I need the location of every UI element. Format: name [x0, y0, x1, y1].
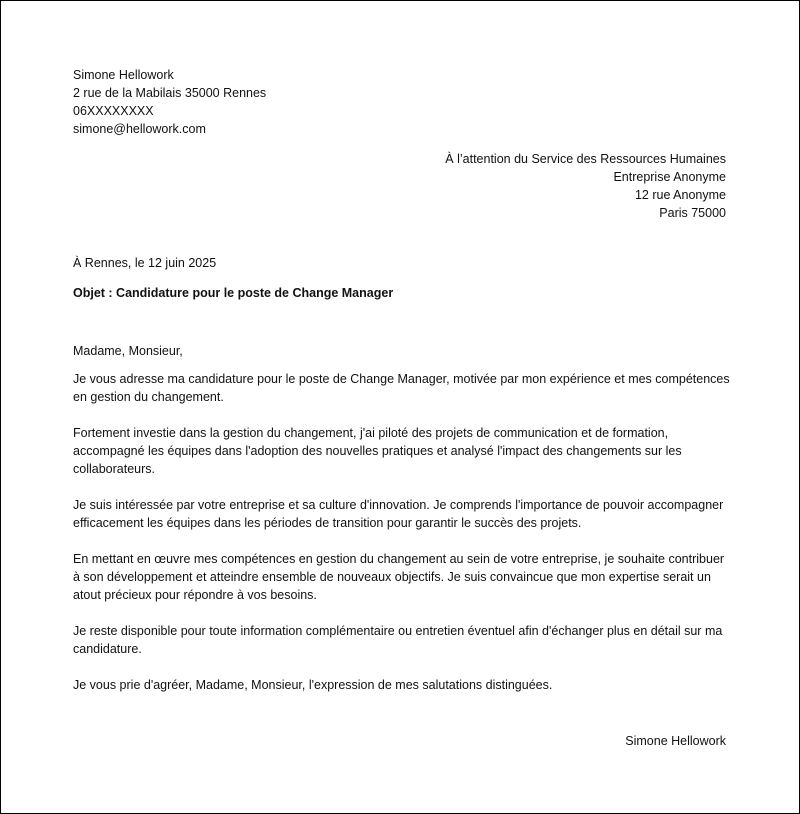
recipient-company: Entreprise Anonyme	[613, 170, 726, 184]
subject-line: Objet : Candidature pour le poste de Change Manager	[73, 286, 394, 300]
body-paragraph: Je vous adresse ma candidature pour le poste de Change Manager, motivée par mon expérience et mes compétences en gestion du changement.	[73, 372, 730, 404]
recipient-city: Paris 75000	[659, 206, 726, 220]
date-line: À Rennes, le 12 juin 2025	[73, 256, 217, 270]
body-paragraph: Fortement investie dans la gestion du changement, j'ai piloté des projets de communication et de formation, accompagné les équipes dans l'adoption des nouvelles pratiques et analysé l'impact des changements sur les collaborateurs.	[73, 426, 682, 476]
closing-paragraph: Je vous prie d'agréer, Madame, Monsieur, l'expression de mes salutations distinguées.	[73, 678, 553, 692]
letter-body	[73, 342, 733, 694]
signature: Simone Hellowork	[625, 734, 726, 748]
sender-email: simone@hellowork.com	[73, 122, 206, 136]
body-paragraph: En mettant en œuvre mes compétences en gestion du changement au sein de votre entreprise, je souhaite contribuer à son développement et atteindre ensemble de nouveaux objectifs. Je suis convaincue que mon expertise serait un atout précieux pour répondre à vos besoins.	[73, 552, 725, 602]
body-paragraph: Je suis intéressée par votre entreprise et sa culture d'innovation. Je comprends l'importance de pouvoir accompagner efficacement les équipes dans les périodes de transition pour garantir le succès des projets.	[73, 498, 724, 530]
sender-block	[73, 66, 266, 138]
salutation: Madame, Monsieur,	[73, 344, 183, 358]
sender-phone: 06XXXXXXXX	[73, 104, 154, 118]
recipient-street: 12 rue Anonyme	[634, 188, 726, 202]
recipient-attention: À l’attention du Service des Ressources Humaines	[445, 152, 726, 166]
recipient-block	[445, 150, 726, 222]
sender-address: 2 rue de la Mabilais 35000 Rennes	[73, 86, 267, 100]
sender-name: Simone Hellowork	[73, 68, 174, 82]
body-paragraph: Je reste disponible pour toute information complémentaire ou entretien éventuel afin d'échanger plus en détail sur ma candidature.	[73, 624, 723, 656]
